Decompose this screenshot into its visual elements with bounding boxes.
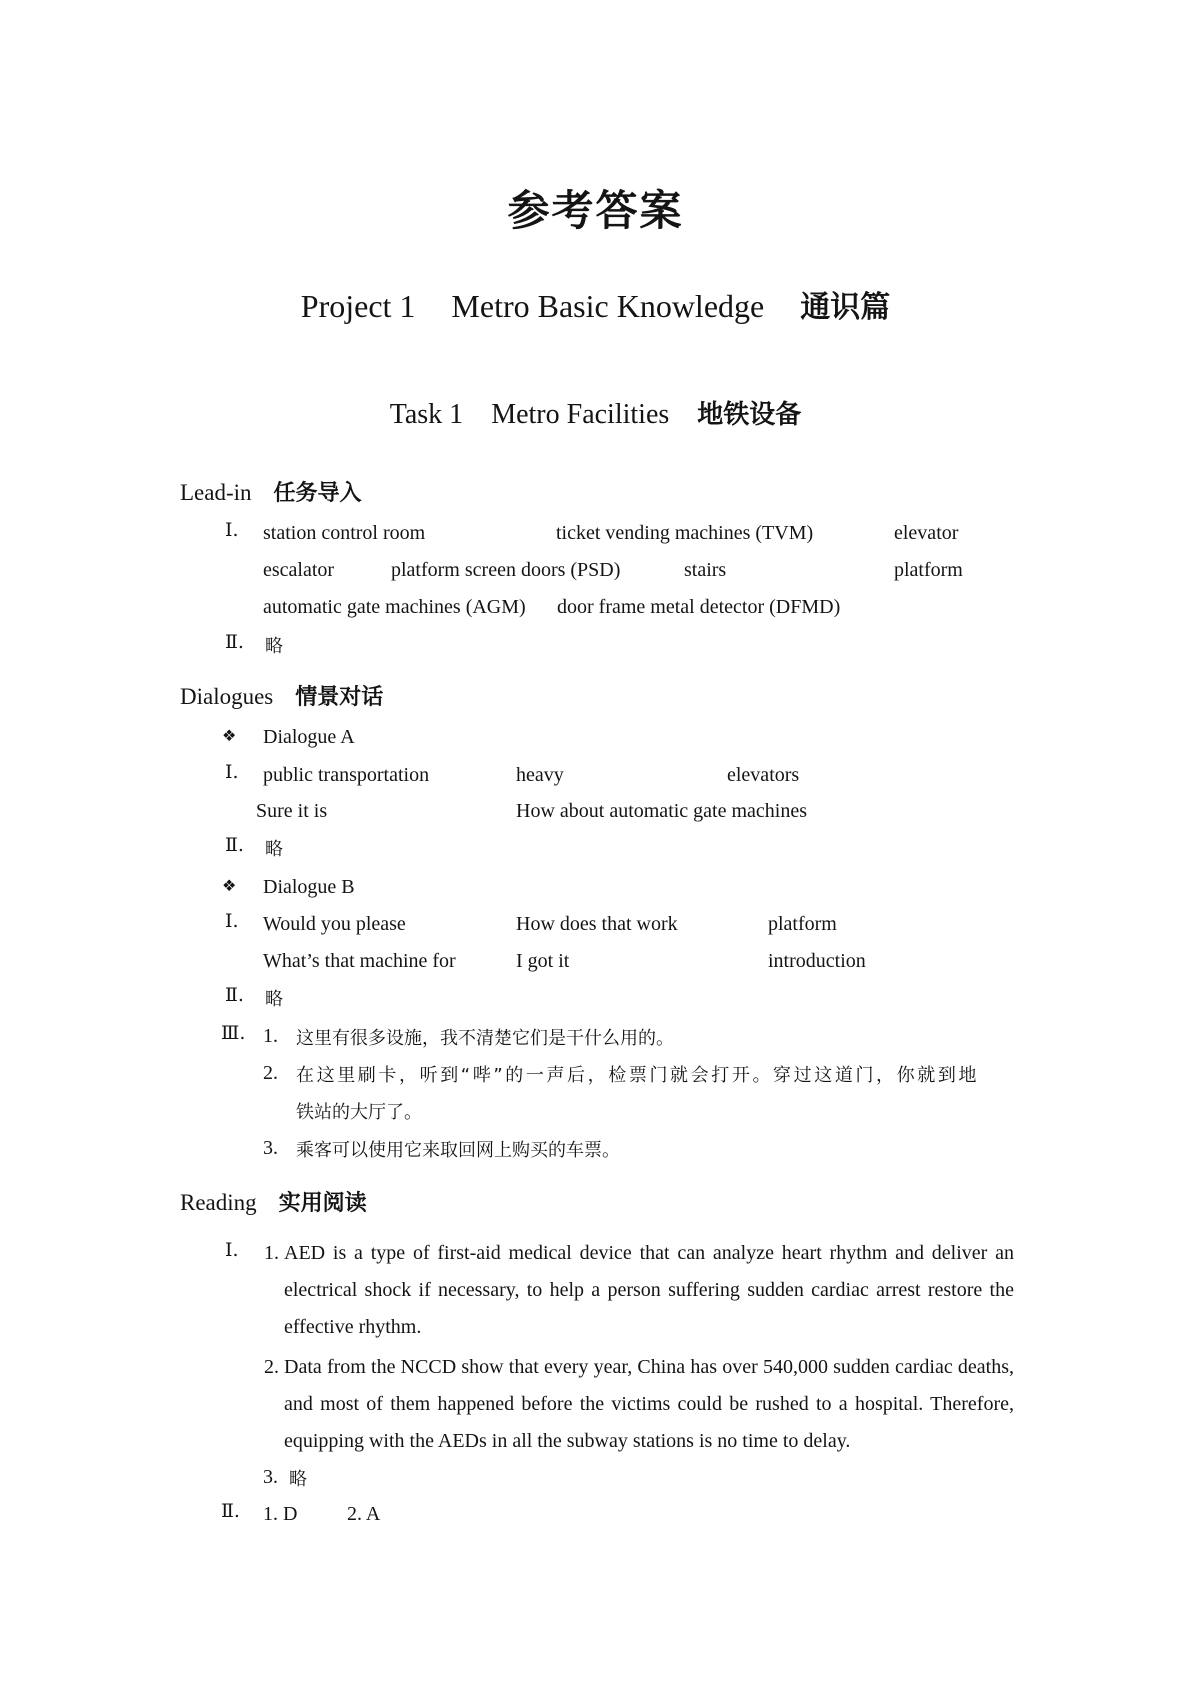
translation-line: 在这里刷卡，听到“哔”的一声后，检票门就会打开。穿过这道门，你就到地 xyxy=(296,1065,980,1086)
answer-text: 略 xyxy=(265,839,283,860)
answer-term: door frame metal detector (DFMD) xyxy=(557,596,841,618)
answer-term: platform screen doors (PSD) xyxy=(391,559,621,581)
task-number: Task 1 xyxy=(389,399,464,430)
section-reading-heading xyxy=(180,1186,367,1217)
page-title: 参考答案 xyxy=(507,186,684,235)
task-name: Metro Facilities xyxy=(491,399,670,430)
project-heading xyxy=(0,282,1191,326)
answer-term: platform xyxy=(768,913,837,935)
answer-term: Would you please xyxy=(263,913,406,935)
bullet-icon: ❖ xyxy=(222,728,237,745)
answer-term: stairs xyxy=(684,559,727,581)
answer-term: How does that work xyxy=(516,913,678,935)
project-name-zh: 通识篇 xyxy=(800,290,891,325)
dialogue-title: Dialogue A xyxy=(263,726,355,748)
section-dialogues-heading xyxy=(180,680,383,711)
answer-term: elevator xyxy=(894,522,959,544)
section-heading-en: Reading xyxy=(180,1190,257,1215)
answer-term: elevators xyxy=(727,764,800,786)
answer-term: automatic gate machines (AGM) xyxy=(263,596,526,618)
answer-term: escalator xyxy=(263,559,335,581)
section-heading-zh: 情景对话 xyxy=(295,685,384,710)
answer-term: public transportation xyxy=(263,764,430,786)
answer-text: 略 xyxy=(265,636,283,657)
dialogue-title: Dialogue B xyxy=(263,876,355,898)
section-heading-zh: 任务导入 xyxy=(273,481,362,506)
answer-term: introduction xyxy=(768,950,866,972)
task-heading xyxy=(0,394,1191,431)
item-number: 2. xyxy=(263,1062,278,1084)
answer-text: 略 xyxy=(289,1469,307,1490)
choice-answer: 1. D xyxy=(263,1503,298,1525)
project-name: Metro Basic Knowledge xyxy=(451,288,765,324)
section-heading-zh: 实用阅读 xyxy=(278,1191,367,1216)
item-number: 1. xyxy=(264,1242,279,1264)
answer-term: I got it xyxy=(516,950,570,972)
choice-answer: 2. A xyxy=(347,1503,381,1525)
answer-term: ticket vending machines (TVM) xyxy=(556,522,814,544)
answer-term: heavy xyxy=(516,764,564,786)
answer-term: Sure it is xyxy=(256,800,328,822)
question-label: Ⅰ. xyxy=(225,519,239,541)
question-label: Ⅱ. xyxy=(221,1500,240,1522)
reading-answer-1 xyxy=(264,1235,1014,1346)
question-label: Ⅰ. xyxy=(225,761,239,783)
section-leadin-heading xyxy=(180,476,362,507)
bullet-icon: ❖ xyxy=(222,878,237,895)
question-label: Ⅰ. xyxy=(225,910,239,932)
answer-paragraph: AED is a type of first-aid medical device that can analyze heart rhythm and deliver an electrical shock if necessary, to help a person suffering sudden cardiac arrest restore the effective rhythm. xyxy=(284,1242,1014,1338)
item-number: 3. xyxy=(263,1466,278,1488)
answer-term: How about automatic gate machines xyxy=(516,800,808,822)
reading-answer-2 xyxy=(264,1349,1014,1460)
translation-line: 铁站的大厅了。 xyxy=(296,1102,422,1123)
translation-line: 这里有很多设施，我不清楚它们是干什么用的。 xyxy=(296,1028,674,1049)
question-label: Ⅱ. xyxy=(225,631,244,653)
answer-term: station control room xyxy=(263,522,426,544)
answer-term: platform xyxy=(894,559,963,581)
translation-line: 乘客可以使用它来取回网上购买的车票。 xyxy=(296,1140,620,1161)
question-label: Ⅰ. xyxy=(225,1239,239,1261)
project-number: Project 1 xyxy=(300,288,416,324)
section-heading-en: Dialogues xyxy=(180,684,274,709)
item-number: 2. xyxy=(264,1356,279,1378)
question-label: Ⅱ. xyxy=(225,834,244,856)
section-heading-en: Lead-in xyxy=(180,480,252,505)
task-name-zh: 地铁设备 xyxy=(697,400,802,430)
answer-paragraph: Data from the NCCD show that every year, China has over 540,000 sudden cardiac deaths, and most of them happened before the victims could be rushed to a hospital. Therefore, equipping with the AEDs in all the subway stations is no time to delay. xyxy=(284,1356,1014,1452)
answer-term: What’s that machine for xyxy=(263,950,456,972)
item-number: 1. xyxy=(263,1025,278,1047)
item-number: 3. xyxy=(263,1137,278,1159)
question-label: Ⅱ. xyxy=(225,984,244,1006)
answer-text: 略 xyxy=(265,989,283,1010)
question-label: Ⅲ. xyxy=(221,1022,246,1044)
